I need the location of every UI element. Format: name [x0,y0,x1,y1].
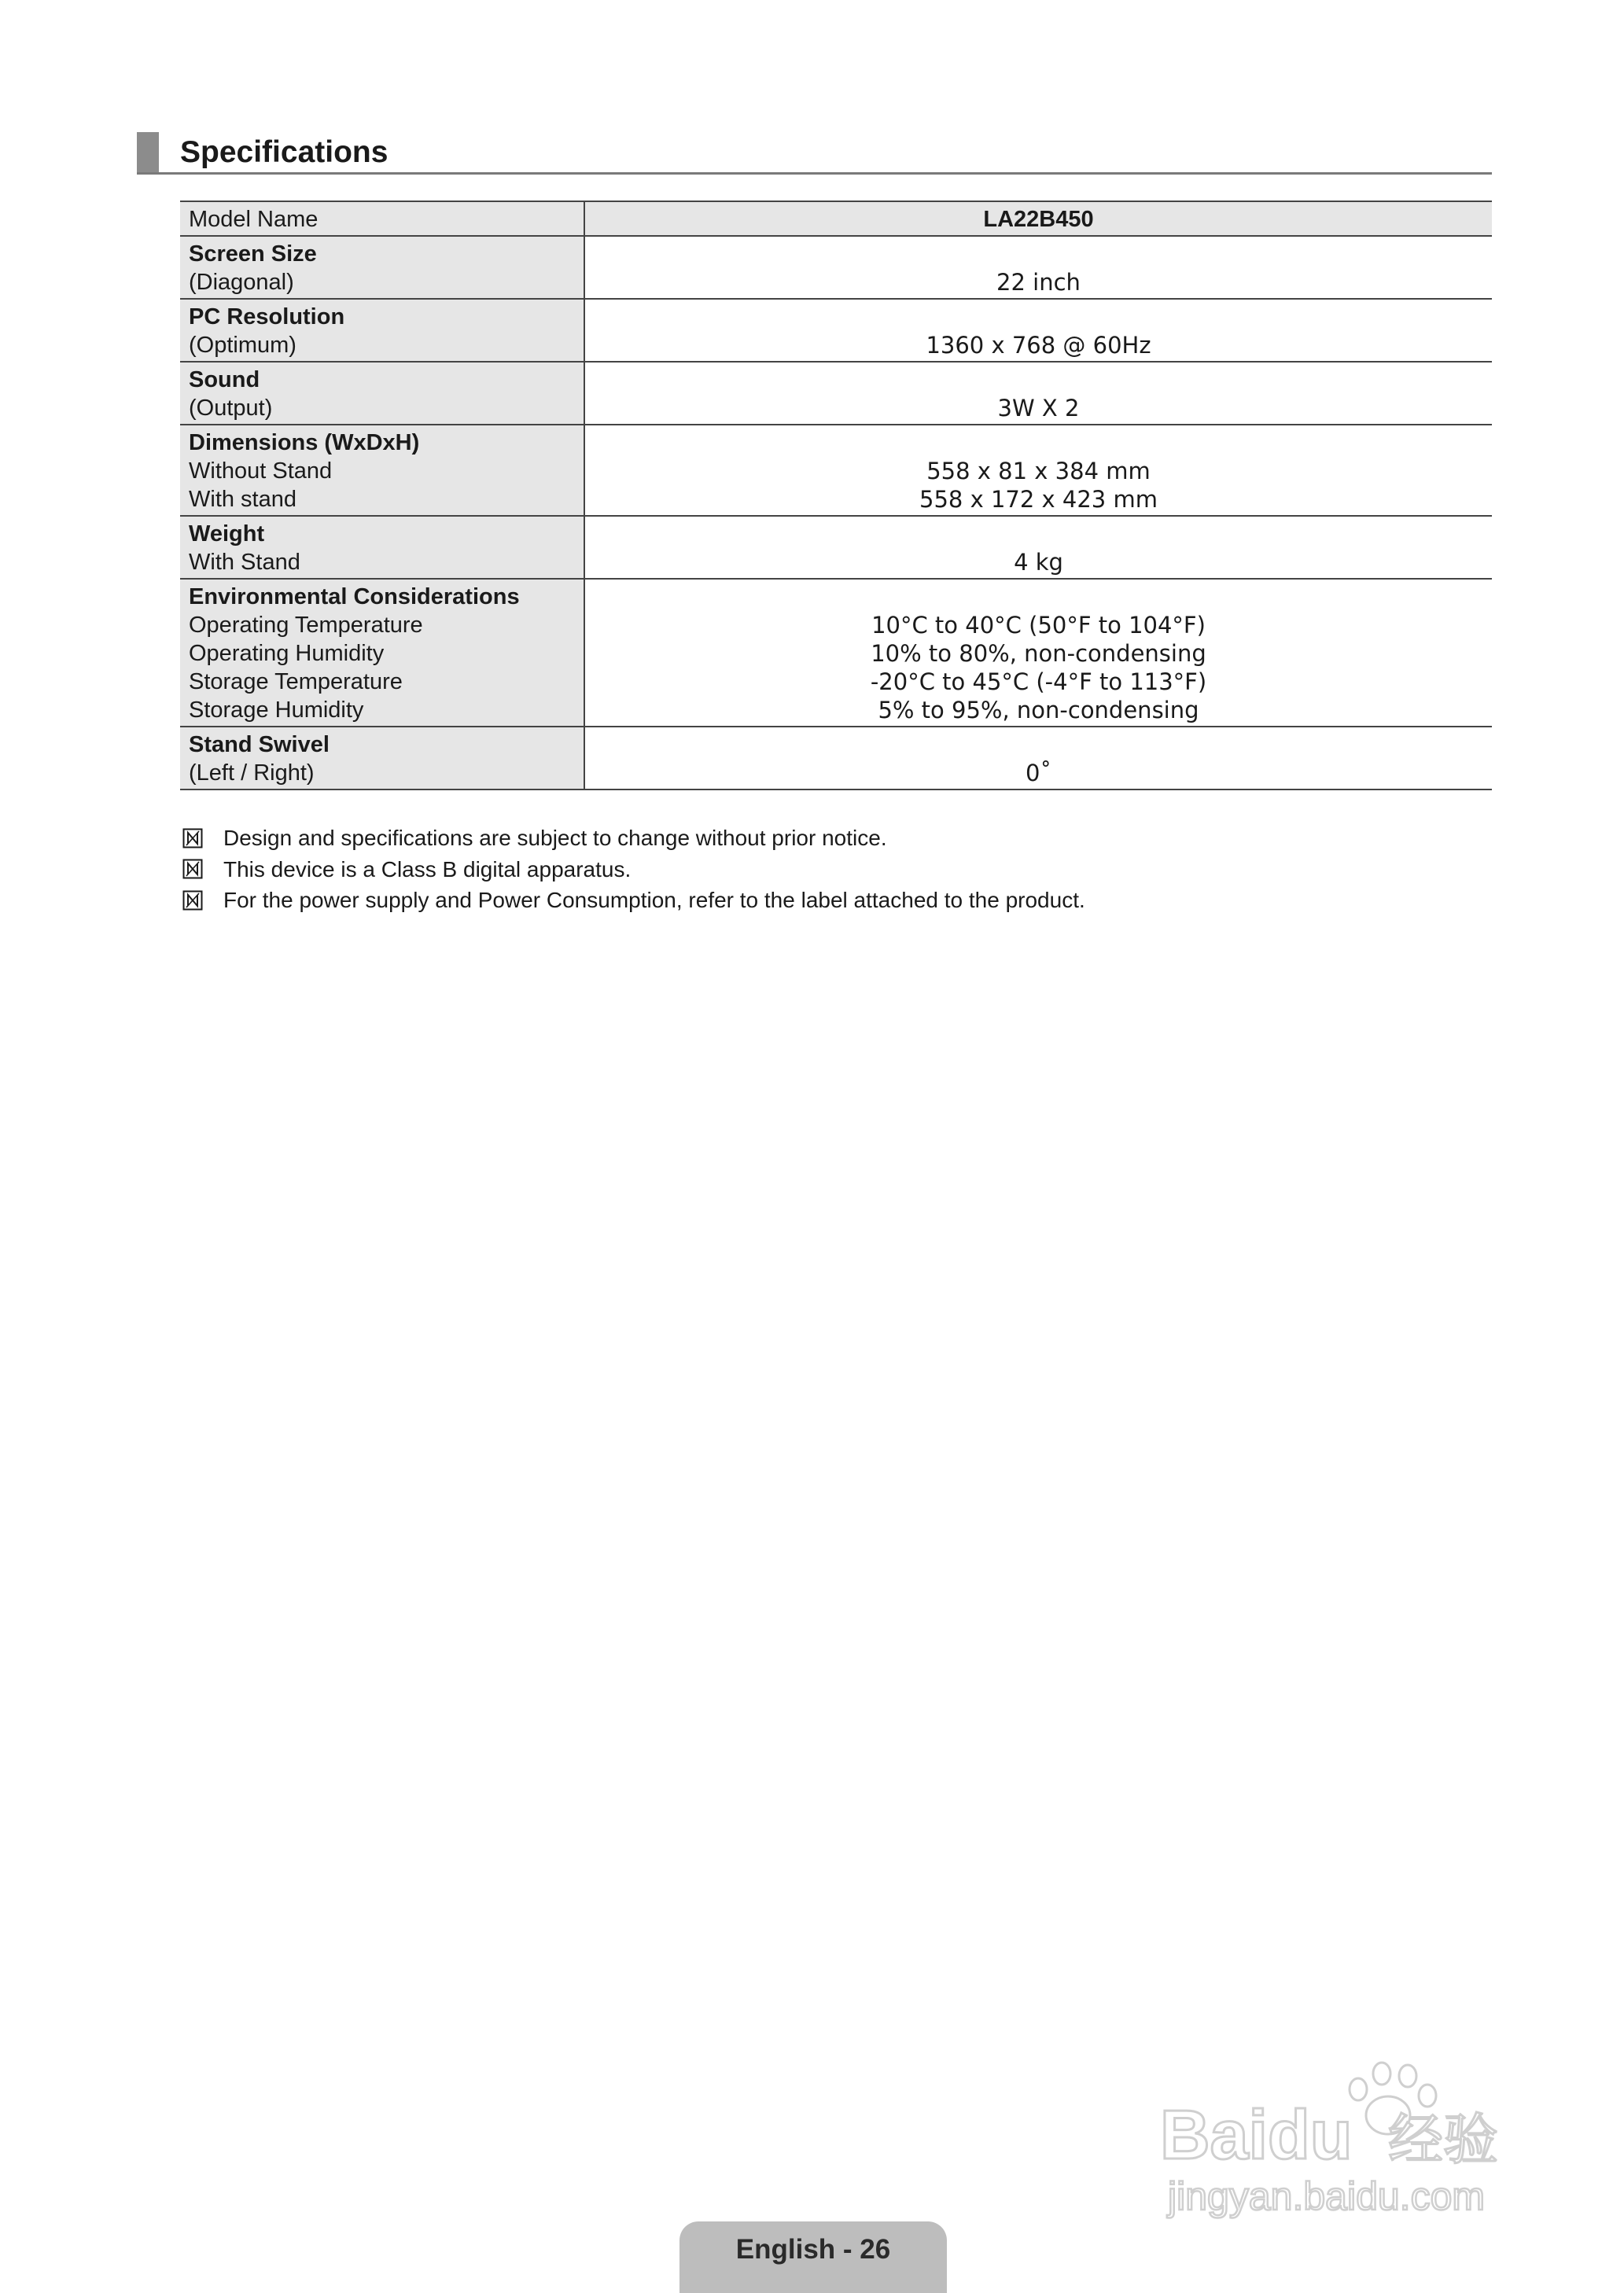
page-number: English - 26 [735,2234,891,2265]
watermark-brand: Baidu [1160,2096,1353,2173]
section-header [137,132,1492,175]
row-value: 0˚ [1026,760,1051,786]
row-label: Environmental Considerations [189,584,520,609]
row-label: Dimensions (WxDxH) [189,430,420,455]
table-row [180,579,1492,727]
row-label-cell [180,236,584,299]
row-sub-label: Storage Temperature [189,669,403,694]
note-text: This device is a Class B digital apparatus. [223,856,632,881]
row-label: Screen Size [189,241,317,267]
row-sub-label: (Left / Right) [189,760,315,786]
row-value-cell [584,299,1492,362]
row-sub-label: Storage Humidity [189,697,364,723]
header-label-cell [180,201,584,236]
note-text: For the power supply and Power Consumption, refer to the label attached to the product. [223,888,1085,912]
row-sub-label: Without Stand [189,458,333,484]
row-sub-label: Operating Temperature [189,613,423,638]
row-value-cell [584,236,1492,299]
row-value: 4 kg [1014,549,1063,576]
table-row [180,299,1492,362]
header-value-cell [584,201,1492,236]
table-row [180,425,1492,516]
note-icon [182,890,203,911]
header-label: Model Name [189,207,319,232]
row-value: 5% to 95%, non-condensing [878,697,1199,723]
row-label-cell [180,727,584,789]
row-value: 3W X 2 [997,395,1080,421]
row-value: 22 inch [996,269,1081,296]
table-row [180,516,1492,579]
row-label-cell [180,299,584,362]
row-label: PC Resolution [189,304,345,329]
note-item [182,823,1085,854]
baidu-watermark-logo [1152,2041,1530,2229]
note-item [182,854,1085,885]
row-label-cell [180,516,584,579]
row-value: 558 x 81 x 384 mm [926,458,1151,484]
watermark-url: jingyan.baidu.com [1168,2174,1486,2218]
row-label-cell [180,579,584,727]
page-title: Specifications [180,135,389,169]
row-value-cell [584,727,1492,789]
row-value-cell [584,362,1492,425]
table-row [180,362,1492,425]
row-sub-label: With Stand [189,550,300,575]
note-text: Design and specifications are subject to change without prior notice. [223,826,887,850]
row-value: 10% to 80%, non-condensing [871,640,1206,667]
row-value: 10°C to 40°C (50°F to 104°F) [871,612,1206,639]
note-icon [182,859,203,879]
row-sub-label: (Optimum) [189,333,296,358]
notes-list [182,823,1085,916]
row-value-cell [584,579,1492,727]
row-label: Weight [189,521,265,547]
row-value: 1360 x 768 @ 60Hz [926,332,1151,359]
page-footer [679,2221,947,2293]
row-label: Sound [189,367,260,392]
spec-table [180,201,1492,790]
table-row [180,236,1492,299]
row-value: -20°C to 45°C (-4°F to 113°F) [870,668,1207,695]
section-divider [137,172,1492,175]
row-label: Stand Swivel [189,732,330,757]
note-item [182,885,1085,916]
section-marker-bar [137,132,159,173]
table-row [180,727,1492,789]
row-sub-label: Operating Humidity [189,641,385,666]
table-header-row [180,201,1492,236]
watermark-brand-suffix: 经验 [1388,2107,1498,2172]
row-label-cell [180,362,584,425]
row-value-cell [584,425,1492,516]
row-value: 558 x 172 x 423 mm [919,486,1158,513]
row-value-cell [584,516,1492,579]
note-icon [182,828,203,848]
row-label-cell [180,425,584,516]
row-sub-label: (Output) [189,396,273,421]
model-name-value: LA22B450 [983,207,1094,232]
row-sub-label: (Diagonal) [189,270,294,295]
row-sub-label: With stand [189,487,296,512]
